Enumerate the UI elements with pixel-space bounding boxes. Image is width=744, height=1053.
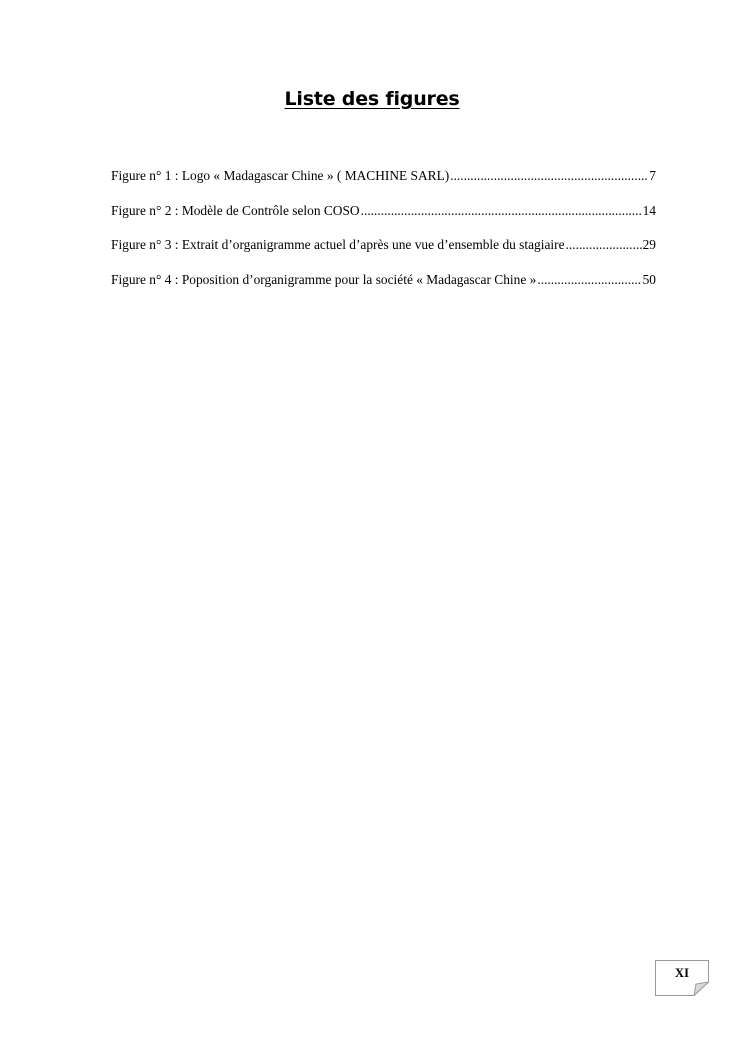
figure-entry-page: 50 <box>642 271 656 287</box>
dot-leader <box>361 201 642 221</box>
figure-entry-3[interactable] <box>111 235 656 255</box>
figure-list <box>111 166 656 304</box>
figure-entry-1[interactable] <box>111 166 656 186</box>
figure-entry-2[interactable] <box>111 201 656 221</box>
figure-entry-label: Figure n° 1 : Logo « Madagascar Chine » ( MACHINE SARL) <box>111 168 450 183</box>
dot-leader <box>537 270 641 290</box>
figure-entry-label: Figure n° 4 : Poposition d’organigramme pour la société « Madagascar Chine » <box>111 271 537 287</box>
figure-entry-label: Figure n° 2 : Modèle de Contrôle selon COSO <box>111 202 360 218</box>
page-number-tab <box>655 960 709 996</box>
page-number: XI <box>675 966 689 980</box>
figure-entry-page: 14 <box>642 202 656 218</box>
page-title: Liste des figures <box>284 88 460 110</box>
figure-entry-page: 7 <box>649 168 656 183</box>
figure-entry-label: Figure n° 3 : Extrait d’organigramme actuel d’après une vue d’ensemble du stagiaire <box>111 237 565 252</box>
dot-leader <box>566 235 642 255</box>
figure-entry-4[interactable] <box>111 270 656 290</box>
figure-entry-page: 29 <box>642 237 656 252</box>
dot-leader <box>450 166 648 186</box>
